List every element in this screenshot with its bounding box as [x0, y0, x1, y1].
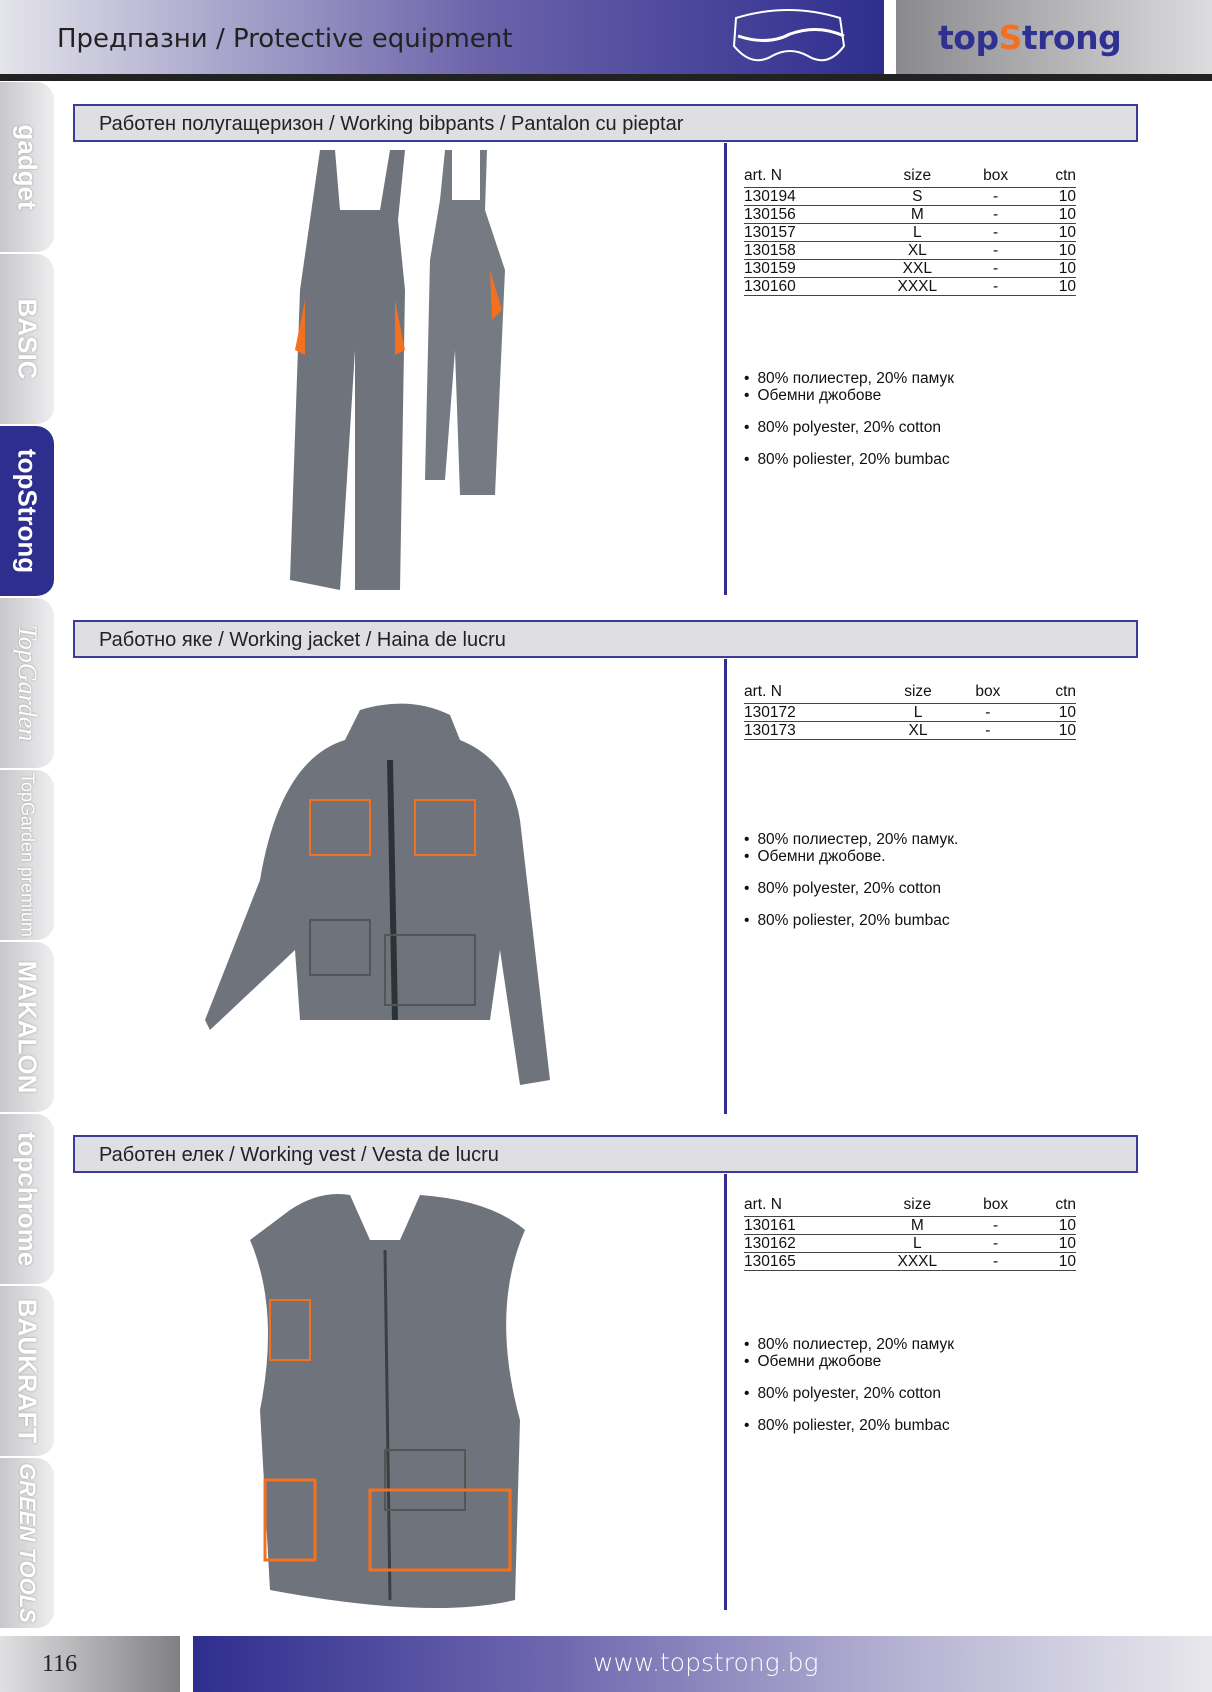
side-tab-topgarden[interactable]: TopGarden	[0, 598, 54, 770]
website-link[interactable]: www.topstrong.bg	[593, 1648, 819, 1677]
topstrong-logo: topStrong	[938, 18, 1122, 57]
table-row: 130165 XXXL - 10	[744, 1253, 1076, 1270]
table-row: 130161 M - 10	[744, 1217, 1076, 1234]
table-row: 130156 M - 10	[744, 206, 1076, 223]
table-row: 130157 L - 10	[744, 224, 1076, 241]
table-row: 130194 S - 10	[744, 188, 1076, 205]
side-tab-makalon[interactable]: MAKALON	[0, 942, 54, 1114]
table-row: 130172 L - 10	[744, 704, 1076, 721]
jacket-spec-table: art. N size box ctn 130172 L - 10 130173 XL - 10	[744, 683, 1076, 739]
page-number: 116	[42, 1651, 78, 1677]
table-row: 130158 XL - 10	[744, 242, 1076, 259]
table-row: 130159 XXL - 10	[744, 260, 1076, 277]
section-divider	[724, 1174, 727, 1610]
section-title-bibpants: Работен полугащеризон / Working bibpants / Pantalon cu pieptar	[73, 104, 1138, 142]
side-tab-topstrong[interactable]: topStrong	[0, 426, 54, 598]
bibpants-image	[280, 150, 540, 600]
section-title-vest: Работен елек / Working vest / Vesta de lucru	[73, 1135, 1138, 1173]
side-tab-green-tools[interactable]: GREEN TOOLS	[0, 1458, 54, 1630]
side-tab-baukraft[interactable]: BAUKRAFT	[0, 1286, 54, 1458]
page-title: Предпазни / Protective equipment	[57, 24, 513, 54]
page-header	[0, 0, 884, 74]
brand-side-tabs	[0, 82, 54, 1630]
section-divider	[724, 659, 727, 1114]
header-divider	[0, 74, 1212, 81]
vest-features: • 80% полиестер, 20% памук • Обемни джобове • 80% polyester, 20% cotton • 80% poliester, 20% bumbac	[744, 1336, 954, 1434]
safety-goggles-icon	[728, 6, 852, 72]
section-title-jacket: Работно яке / Working jacket / Haina de lucru	[73, 620, 1138, 658]
section-divider	[724, 143, 727, 595]
vest-spec-table: art. N size box ctn 130161 M - 10 130162 L - 10 130165 XXXL - 10	[744, 1196, 1076, 1270]
footer-page-box	[0, 1636, 180, 1692]
vest-image	[250, 1190, 540, 1620]
bibpants-spec-table: art. N size box ctn 130194 S - 10 130156 M - 10 130157 L - 10 130158 XL - 10 130159 XXL - 10 130160 XXXL - 10	[744, 167, 1076, 295]
table-row: 130162 L - 10	[744, 1235, 1076, 1252]
table-row: 130160 XXXL - 10	[744, 278, 1076, 295]
side-tab-topgarden-premium[interactable]: TopGarden premium	[0, 770, 54, 942]
brand-box	[896, 0, 1212, 74]
footer-bar	[193, 1636, 1212, 1692]
side-tab-gadget[interactable]: gadget	[0, 82, 54, 254]
bibpants-features: • 80% полиестер, 20% памук • Обемни джобове • 80% polyester, 20% cotton • 80% poliester, 20% bumbac	[744, 370, 954, 468]
jacket-features: • 80% полиестер, 20% памук. • Обемни джобове. • 80% polyester, 20% cotton • 80% poliester, 20% bumbac	[744, 831, 958, 929]
side-tab-basic[interactable]: BASIC	[0, 254, 54, 426]
jacket-image	[200, 700, 600, 1090]
side-tab-topchrome[interactable]: topchrome	[0, 1114, 54, 1286]
table-row: 130173 XL - 10	[744, 722, 1076, 739]
